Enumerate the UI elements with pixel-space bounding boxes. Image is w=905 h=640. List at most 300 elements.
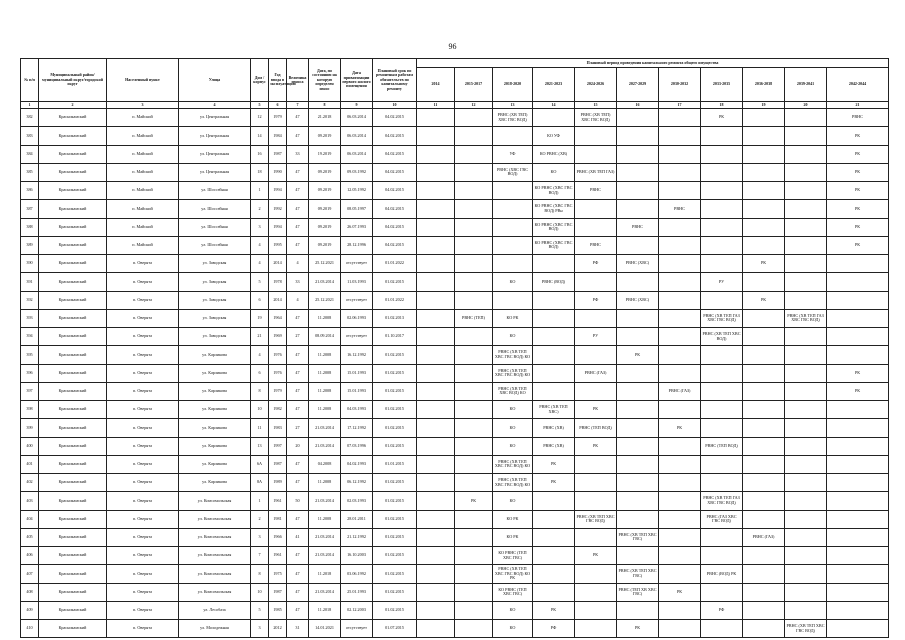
- privatization-date-cell: 04.02.1993: [341, 455, 373, 473]
- header-period: 2021-2023: [533, 68, 575, 102]
- table-row: [21, 455, 889, 473]
- street-cell: ул. Карликова: [179, 401, 251, 419]
- period-work-cell: [827, 474, 889, 492]
- wear-date-cell: 11.2008: [309, 309, 341, 327]
- period-work-cell: РВНС (ГАЗ): [575, 364, 617, 382]
- house-cell: 10: [251, 401, 269, 419]
- period-work-cell: [417, 601, 455, 619]
- district-cell: Краснокамский: [39, 145, 107, 163]
- house-cell: 4: [251, 346, 269, 364]
- table-row: [21, 419, 889, 437]
- planned-term-cell: 01.10.2017: [373, 328, 417, 346]
- period-work-cell: РВНС (ХВС): [617, 255, 659, 273]
- period-work-cell: КО РК: [493, 510, 533, 528]
- year-cell: 2012: [269, 620, 287, 638]
- period-work-cell: РВНС (ХВ ТЕП ХВС): [533, 401, 575, 419]
- wear-cell: 47: [287, 109, 309, 127]
- wear-date-cell: 21.03.2014: [309, 583, 341, 601]
- planned-term-cell: 01.02.2015: [373, 346, 417, 364]
- wear-date-cell: 09.2019: [309, 200, 341, 218]
- district-cell: Краснокамский: [39, 255, 107, 273]
- column-number: 18: [701, 102, 743, 109]
- wear-cell: 31: [287, 620, 309, 638]
- period-work-cell: [417, 620, 455, 638]
- privatization-date-cell: 15.01.1993: [341, 364, 373, 382]
- street-cell: ул. Заводская: [179, 273, 251, 291]
- column-number: 5: [251, 102, 269, 109]
- wear-cell: 47: [287, 510, 309, 528]
- privatization-date-cell: 28.01.2011: [341, 510, 373, 528]
- period-work-cell: [455, 474, 493, 492]
- period-work-cell: [785, 401, 827, 419]
- year-cell: 1976: [269, 346, 287, 364]
- column-number: 16: [617, 102, 659, 109]
- planned-term-cell: 01.02.2013: [373, 309, 417, 327]
- table-row: [21, 273, 889, 291]
- period-work-cell: [417, 145, 455, 163]
- house-cell: 10: [251, 583, 269, 601]
- row-number-cell: 382: [21, 109, 39, 127]
- table-row: [21, 346, 889, 364]
- privatization-date-cell: 04.03.1993: [341, 401, 373, 419]
- wear-date-cell: 21.03.2014: [309, 528, 341, 546]
- district-cell: Краснокамский: [39, 455, 107, 473]
- wear-date-cell: 09.2019: [309, 218, 341, 236]
- period-work-cell: [785, 200, 827, 218]
- period-work-cell: [575, 455, 617, 473]
- period-work-cell: [743, 547, 785, 565]
- street-cell: ул. Центральная: [179, 109, 251, 127]
- settlement-cell: п. Оверята: [107, 419, 179, 437]
- house-cell: 5: [251, 273, 269, 291]
- period-work-cell: [743, 382, 785, 400]
- period-work-cell: РВНС (ТЕП ХВ ХВС ГВС): [617, 583, 659, 601]
- street-cell: ул. Карликова: [179, 382, 251, 400]
- district-cell: Краснокамский: [39, 528, 107, 546]
- period-work-cell: РК: [617, 620, 659, 638]
- period-work-cell: [659, 236, 701, 254]
- period-work-cell: [455, 565, 493, 583]
- period-work-cell: КО: [533, 163, 575, 181]
- header-period: 2014: [417, 68, 455, 102]
- table-row: [21, 437, 889, 455]
- district-cell: Краснокамский: [39, 601, 107, 619]
- period-work-cell: [659, 182, 701, 200]
- period-work-cell: КО: [493, 273, 533, 291]
- year-cell: 1966: [269, 528, 287, 546]
- period-work-cell: РВНС (ГАЗ): [659, 382, 701, 400]
- period-work-cell: [701, 364, 743, 382]
- period-work-cell: [417, 255, 455, 273]
- period-work-cell: [659, 474, 701, 492]
- period-work-cell: РК: [827, 200, 889, 218]
- period-work-cell: [659, 218, 701, 236]
- period-work-cell: КО РВНС (ХВ): [533, 145, 575, 163]
- privatization-date-cell: 02.12.2003: [341, 601, 373, 619]
- period-work-cell: [827, 583, 889, 601]
- period-work-cell: РВНС (ТЕП): [455, 309, 493, 327]
- wear-date-cell: 21.2018: [309, 109, 341, 127]
- table-row: [21, 200, 889, 218]
- wear-cell: 47: [287, 601, 309, 619]
- period-work-cell: УФ: [493, 145, 533, 163]
- settlement-cell: п. Оверята: [107, 437, 179, 455]
- period-work-cell: [659, 401, 701, 419]
- period-work-cell: РК: [701, 109, 743, 127]
- period-work-cell: [417, 565, 455, 583]
- period-work-cell: [743, 236, 785, 254]
- privatization-date-cell: отсутствует: [341, 328, 373, 346]
- period-work-cell: [455, 182, 493, 200]
- year-cell: 1979: [269, 109, 287, 127]
- period-work-cell: [575, 127, 617, 145]
- privatization-date-cell: 07.03.1996: [341, 437, 373, 455]
- street-cell: ул. Шоссейная: [179, 200, 251, 218]
- period-work-cell: [417, 455, 455, 473]
- period-work-cell: [701, 163, 743, 181]
- period-work-cell: РВНС: [827, 109, 889, 127]
- row-number-cell: 406: [21, 547, 39, 565]
- row-number-cell: 410: [21, 620, 39, 638]
- district-cell: Краснокамский: [39, 309, 107, 327]
- street-cell: ул. Карликова: [179, 437, 251, 455]
- period-work-cell: [417, 309, 455, 327]
- period-work-cell: [575, 528, 617, 546]
- period-work-cell: [417, 510, 455, 528]
- period-work-cell: КО: [493, 419, 533, 437]
- period-work-cell: [827, 510, 889, 528]
- period-work-cell: [617, 127, 659, 145]
- period-work-cell: [617, 109, 659, 127]
- table-row: [21, 474, 889, 492]
- district-cell: Краснокамский: [39, 437, 107, 455]
- period-work-cell: КО: [493, 492, 533, 510]
- wear-cell: 20: [287, 437, 309, 455]
- period-work-cell: [785, 474, 827, 492]
- period-work-cell: РВНС (ХВ ТЕП ГАЗ ХВС ГВС ВОД): [701, 492, 743, 510]
- house-cell: 12: [251, 109, 269, 127]
- row-number-cell: 392: [21, 291, 39, 309]
- header-period: 2018-2020: [493, 68, 533, 102]
- year-cell: 1994: [269, 182, 287, 200]
- house-cell: 6: [251, 364, 269, 382]
- period-work-cell: [785, 364, 827, 382]
- header-street: Улица: [179, 59, 251, 102]
- planned-term-cell: 01.02.2015: [373, 474, 417, 492]
- period-work-cell: [659, 620, 701, 638]
- house-cell: 11: [251, 419, 269, 437]
- row-number-cell: 389: [21, 236, 39, 254]
- period-work-cell: РК: [659, 419, 701, 437]
- period-work-cell: [659, 127, 701, 145]
- street-cell: ул. Молодежная: [179, 620, 251, 638]
- settlement-cell: п. Оверята: [107, 382, 179, 400]
- period-work-cell: [617, 547, 659, 565]
- period-work-cell: РК: [827, 145, 889, 163]
- period-work-cell: [659, 145, 701, 163]
- house-cell: 3: [251, 620, 269, 638]
- period-work-cell: [575, 200, 617, 218]
- period-work-cell: [455, 419, 493, 437]
- column-number: 19: [743, 102, 785, 109]
- period-work-cell: [417, 419, 455, 437]
- street-cell: ул. Заводская: [179, 255, 251, 273]
- period-work-cell: [493, 218, 533, 236]
- column-number: 14: [533, 102, 575, 109]
- house-cell: 6А: [251, 455, 269, 473]
- header-planned-term: Плановый срок по ремонтным работам обязательств по капитальному ремонту: [373, 59, 417, 102]
- period-work-cell: [533, 109, 575, 127]
- column-number: 8: [309, 102, 341, 109]
- period-work-cell: [743, 601, 785, 619]
- row-number-cell: 386: [21, 182, 39, 200]
- period-work-cell: [659, 455, 701, 473]
- wear-date-cell: 11.2018: [309, 565, 341, 583]
- settlement-cell: п. Майский: [107, 236, 179, 254]
- period-work-cell: КО РВНС (ХВС ГВС ВОД): [533, 236, 575, 254]
- year-cell: 1961: [269, 492, 287, 510]
- period-work-cell: РФ: [575, 255, 617, 273]
- period-work-cell: [827, 401, 889, 419]
- period-work-cell: [701, 346, 743, 364]
- privatization-date-cell: 09.03.1992: [341, 163, 373, 181]
- period-work-cell: [533, 328, 575, 346]
- planned-term-cell: 01.02.2015: [373, 492, 417, 510]
- column-number: 15: [575, 102, 617, 109]
- year-cell: 1981: [269, 510, 287, 528]
- period-work-cell: [743, 364, 785, 382]
- house-cell: 3: [251, 528, 269, 546]
- wear-date-cell: 25.12.2021: [309, 255, 341, 273]
- year-cell: 2014: [269, 255, 287, 273]
- street-cell: ул. Заводская: [179, 328, 251, 346]
- wear-date-cell: 21.03.2014: [309, 437, 341, 455]
- period-work-cell: [659, 492, 701, 510]
- wear-cell: 50: [287, 492, 309, 510]
- period-work-cell: [455, 510, 493, 528]
- period-work-cell: КО: [493, 401, 533, 419]
- street-cell: ул. Шоссейная: [179, 218, 251, 236]
- period-work-cell: [743, 492, 785, 510]
- header-house: Дом / корпус: [251, 59, 269, 102]
- header-period: 2039-2041: [785, 68, 827, 102]
- period-work-cell: [417, 109, 455, 127]
- period-work-cell: РВНС: [659, 200, 701, 218]
- planned-term-cell: 04.02.2015: [373, 182, 417, 200]
- period-work-cell: РК: [533, 455, 575, 473]
- district-cell: Краснокамский: [39, 273, 107, 291]
- wear-cell: 47: [287, 218, 309, 236]
- period-work-cell: [785, 127, 827, 145]
- period-work-cell: [743, 109, 785, 127]
- table-row: [21, 382, 889, 400]
- period-work-cell: РК: [659, 583, 701, 601]
- period-work-cell: [617, 382, 659, 400]
- row-number-cell: 387: [21, 200, 39, 218]
- period-work-cell: [701, 382, 743, 400]
- street-cell: ул. Карликова: [179, 346, 251, 364]
- period-work-cell: РВНС (ХВ ТЕП ХВС ГВС ВОД) КО: [493, 364, 533, 382]
- period-work-cell: [743, 583, 785, 601]
- street-cell: ул. Комсомольская: [179, 583, 251, 601]
- house-cell: 8: [251, 382, 269, 400]
- period-work-cell: [493, 127, 533, 145]
- settlement-cell: п. Оверята: [107, 620, 179, 638]
- header-date-privatization: Дата приватизации первого жилого помещения: [341, 59, 373, 102]
- period-work-cell: [417, 437, 455, 455]
- wear-cell: 41: [287, 528, 309, 546]
- privatization-date-cell: 06.03.2014: [341, 145, 373, 163]
- settlement-cell: п. Майский: [107, 109, 179, 127]
- wear-cell: 47: [287, 455, 309, 473]
- period-work-cell: РВНС: [575, 236, 617, 254]
- privatization-date-cell: 26.07.1993: [341, 218, 373, 236]
- table-row: [21, 328, 889, 346]
- wear-date-cell: 11.2008: [309, 382, 341, 400]
- street-cell: ул. Центральная: [179, 163, 251, 181]
- privatization-date-cell: 16.12.1992: [341, 346, 373, 364]
- wear-date-cell: 11.2008: [309, 401, 341, 419]
- district-cell: Краснокамский: [39, 510, 107, 528]
- period-work-cell: [455, 528, 493, 546]
- planned-term-cell: 04.02.2015: [373, 127, 417, 145]
- settlement-cell: п. Майский: [107, 127, 179, 145]
- period-work-cell: [455, 583, 493, 601]
- column-number: 9: [341, 102, 373, 109]
- year-cell: 1978: [269, 273, 287, 291]
- period-work-cell: [575, 601, 617, 619]
- period-work-cell: [743, 510, 785, 528]
- privatization-date-cell: 17.12.1992: [341, 419, 373, 437]
- period-work-cell: [701, 145, 743, 163]
- period-work-cell: [417, 182, 455, 200]
- street-cell: ул. Заводская: [179, 309, 251, 327]
- period-work-cell: КО: [493, 437, 533, 455]
- period-work-cell: [785, 419, 827, 437]
- privatization-date-cell: 08.05.1997: [341, 200, 373, 218]
- wear-date-cell: 11.2018: [309, 601, 341, 619]
- wear-date-cell: 11.2008: [309, 510, 341, 528]
- table-row: [21, 218, 889, 236]
- period-work-cell: [455, 127, 493, 145]
- period-work-cell: [533, 528, 575, 546]
- period-work-cell: [533, 565, 575, 583]
- period-work-cell: [827, 346, 889, 364]
- column-number: 2: [39, 102, 107, 109]
- street-cell: ул. Комсомольская: [179, 565, 251, 583]
- planned-term-cell: 01.01.2022: [373, 291, 417, 309]
- period-work-cell: [617, 437, 659, 455]
- period-work-cell: [455, 346, 493, 364]
- table-row: [21, 236, 889, 254]
- period-work-cell: [417, 401, 455, 419]
- planned-term-cell: 01.07.2015: [373, 620, 417, 638]
- period-work-cell: [701, 474, 743, 492]
- period-work-cell: [659, 565, 701, 583]
- house-cell: 7: [251, 547, 269, 565]
- wear-date-cell: 08.09.2014: [309, 328, 341, 346]
- year-cell: 1964: [269, 309, 287, 327]
- table-row: [21, 291, 889, 309]
- period-work-cell: [417, 218, 455, 236]
- planned-term-cell: 04.02.2015: [373, 236, 417, 254]
- settlement-cell: п. Оверята: [107, 255, 179, 273]
- period-work-cell: РВНС (ХВ ТЕП ГАЗ ХВС ГВС ВОД): [785, 309, 827, 327]
- table-row: [21, 163, 889, 181]
- period-work-cell: КО РК: [493, 309, 533, 327]
- planned-term-cell: 01.01.2015: [373, 455, 417, 473]
- house-cell: 2: [251, 510, 269, 528]
- wear-date-cell: 09.2019: [309, 127, 341, 145]
- wear-cell: 47: [287, 565, 309, 583]
- period-work-cell: [493, 255, 533, 273]
- street-cell: ул. Комсомольская: [179, 510, 251, 528]
- header-period: 2033-2035: [701, 68, 743, 102]
- table-row: [21, 145, 889, 163]
- settlement-cell: п. Майский: [107, 163, 179, 181]
- period-work-cell: [701, 236, 743, 254]
- street-cell: ул. Комсомольская: [179, 492, 251, 510]
- row-number-cell: 391: [21, 273, 39, 291]
- district-cell: Краснокамский: [39, 401, 107, 419]
- privatization-date-cell: 06.03.2014: [341, 109, 373, 127]
- house-cell: 16: [251, 145, 269, 163]
- period-work-cell: КО РК: [493, 528, 533, 546]
- settlement-cell: п. Майский: [107, 200, 179, 218]
- period-work-cell: [785, 455, 827, 473]
- privatization-date-cell: 16.10.2003: [341, 547, 373, 565]
- period-work-cell: КО РВНС (ХВС ГВС ВОД): [533, 218, 575, 236]
- header-period-group: Плановый период проведения капитального ремонта общего имущества: [417, 59, 889, 68]
- period-work-cell: [417, 328, 455, 346]
- period-work-cell: РВНС (ХВ): [533, 419, 575, 437]
- period-work-cell: [455, 601, 493, 619]
- column-number: 17: [659, 102, 701, 109]
- row-number-cell: 399: [21, 419, 39, 437]
- row-number-cell: 398: [21, 401, 39, 419]
- period-work-cell: РВНС (ХВ ТЕП ХВС ГВС ВОД) КО РК: [493, 565, 533, 583]
- period-work-cell: [785, 255, 827, 273]
- period-work-cell: [533, 346, 575, 364]
- period-work-cell: РК: [455, 492, 493, 510]
- period-work-cell: [743, 200, 785, 218]
- street-cell: ул. Шоссейная: [179, 236, 251, 254]
- period-work-cell: РВНС (ТЕП ВОД): [701, 437, 743, 455]
- period-work-cell: [617, 182, 659, 200]
- period-work-cell: [785, 145, 827, 163]
- wear-date-cell: 09.2019: [309, 182, 341, 200]
- period-work-cell: [827, 565, 889, 583]
- period-work-cell: [659, 109, 701, 127]
- period-work-cell: [417, 236, 455, 254]
- table-row: [21, 565, 889, 583]
- period-work-cell: [743, 328, 785, 346]
- year-cell: 1983: [269, 419, 287, 437]
- period-work-cell: [785, 492, 827, 510]
- period-work-cell: [701, 255, 743, 273]
- period-work-cell: [743, 419, 785, 437]
- row-number-cell: 401: [21, 455, 39, 473]
- planned-term-cell: 01.02.2015: [373, 601, 417, 619]
- column-number: 13: [493, 102, 533, 109]
- house-cell: 18: [251, 163, 269, 181]
- period-work-cell: РВНС: [575, 182, 617, 200]
- period-work-cell: [455, 109, 493, 127]
- wear-date-cell: 11.2008: [309, 364, 341, 382]
- period-work-cell: [785, 547, 827, 565]
- wear-date-cell: 21.03.2014: [309, 273, 341, 291]
- planned-term-cell: 01.02.2015: [373, 437, 417, 455]
